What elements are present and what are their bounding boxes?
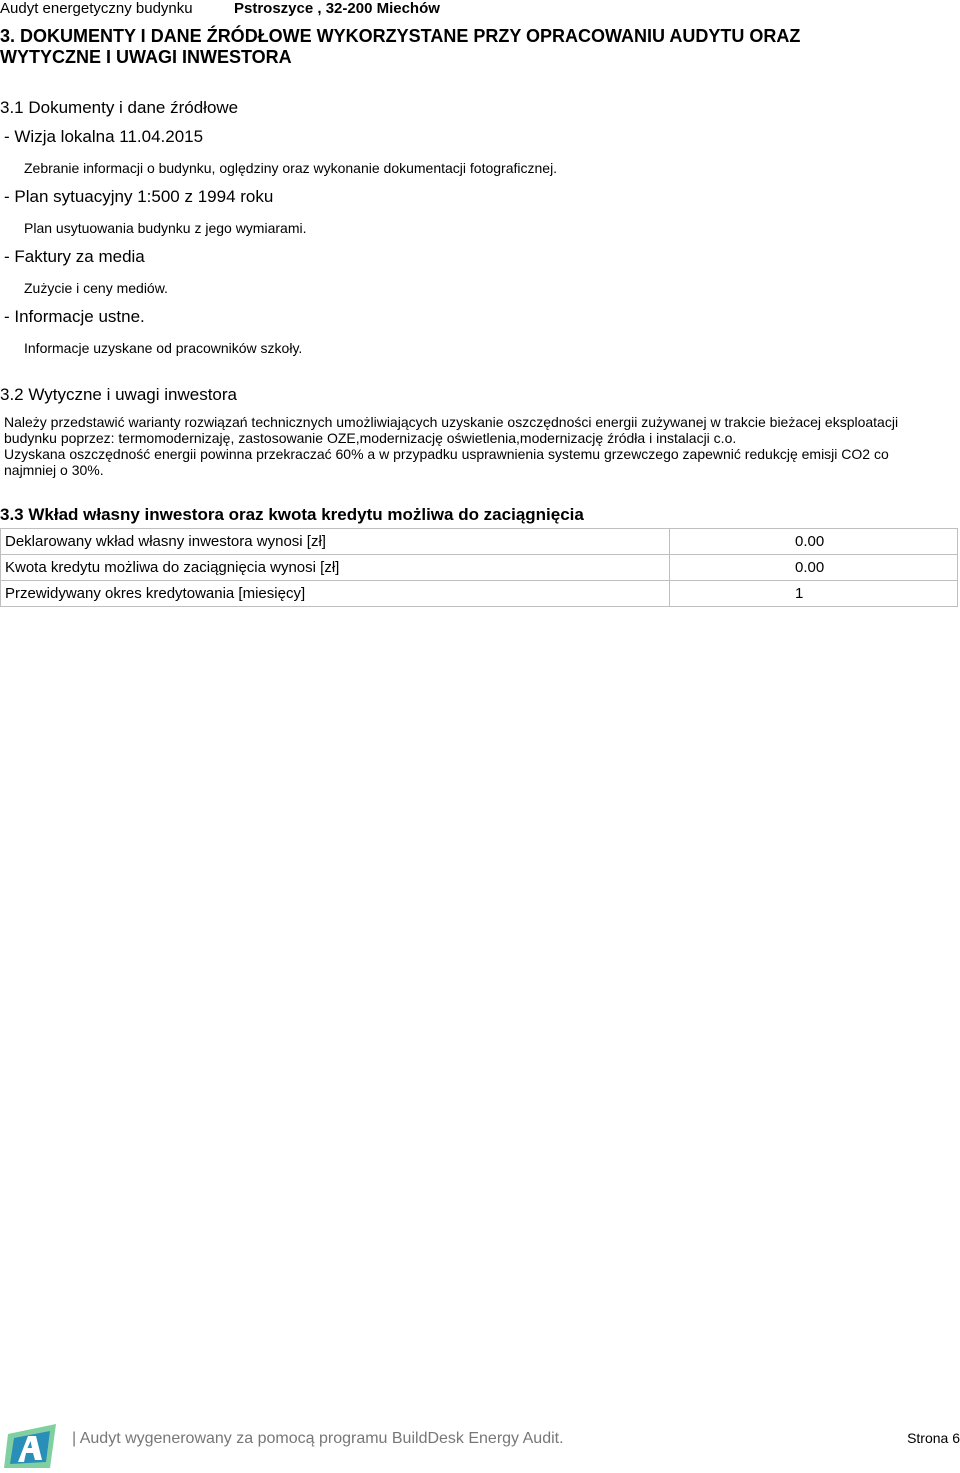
row-label: Deklarowany wkład własny inwestora wynosi [zł] [1,529,670,555]
row-value: 0.00 [670,555,958,581]
row-value: 1 [670,581,958,607]
financing-table [0,528,958,607]
chapter-title: 3. DOKUMENTY I DANE ŹRÓDŁOWE WYKORZYSTANE PRZY OPRACOWANIU AUDYTU ORAZ WYTYCZNE I UWAGI INWESTORA [0,26,801,67]
item-4-desc: Informacje uzyskane od pracowników szkoły. [24,340,303,356]
guidelines-paragraph-1: Należy przedstawić warianty rozwiązań technicznych umożliwiających uzyskanie oszczędności energii zużywanej w trakcie bieżacej eksploatacji budynku poprzez: termomodernizaję, zastosowanie OZE,modernizację oświetlenia,modernizację źródła i instalacji c.o. [4,414,899,446]
item-2-title: - Plan sytuacyjny 1:500 z 1994 roku [4,187,274,206]
header-document-title: Audyt energetyczny budynku [0,0,193,17]
item-1-title: - Wizja lokalna 11.04.2015 [4,127,204,146]
builddesk-logo-icon [4,1424,56,1468]
item-2-desc: Plan usytuowania budynku z jego wymiarami. [24,220,307,236]
page-number: Strona 6 [907,1430,960,1446]
item-4-title: - Informacje ustne. [4,307,145,326]
header-location: Pstroszyce , 32-200 Miechów [234,0,440,17]
item-3-desc: Zużycie i ceny mediów. [24,280,168,296]
row-label: Kwota kredytu możliwa do zaciągnięcia wynosi [zł] [1,555,670,581]
section-33-title: 3.3 Wkład własny inwestora oraz kwota kredytu możliwa do zaciągnięcia [0,505,584,524]
section-32-title: 3.2 Wytyczne i uwagi inwestora [0,385,238,404]
table-row [1,581,958,607]
investor-guidelines-text [4,414,944,478]
row-value: 0.00 [670,529,958,555]
table-row [1,555,958,581]
table-row [1,529,958,555]
row-label: Przewidywany okres kredytowania [miesięcy] [1,581,670,607]
guidelines-paragraph-2: Uzyskana oszczędność energii powinna przekraczać 60% a w przypadku usprawnienia systemu grzewczego zapewnić redukcję emisji CO2 co najmniej o 30%. [4,446,889,478]
section-31-title: 3.1 Dokumenty i dane źródłowe [0,98,239,117]
footer-generator-note: | Audyt wygenerowany za pomocą programu BuildDesk Energy Audit. [72,1430,564,1447]
item-1-desc: Zebranie informacji o budynku, oględziny oraz wykonanie dokumentacji fotograficznej. [24,160,558,176]
item-3-title: - Faktury za media [4,247,145,266]
